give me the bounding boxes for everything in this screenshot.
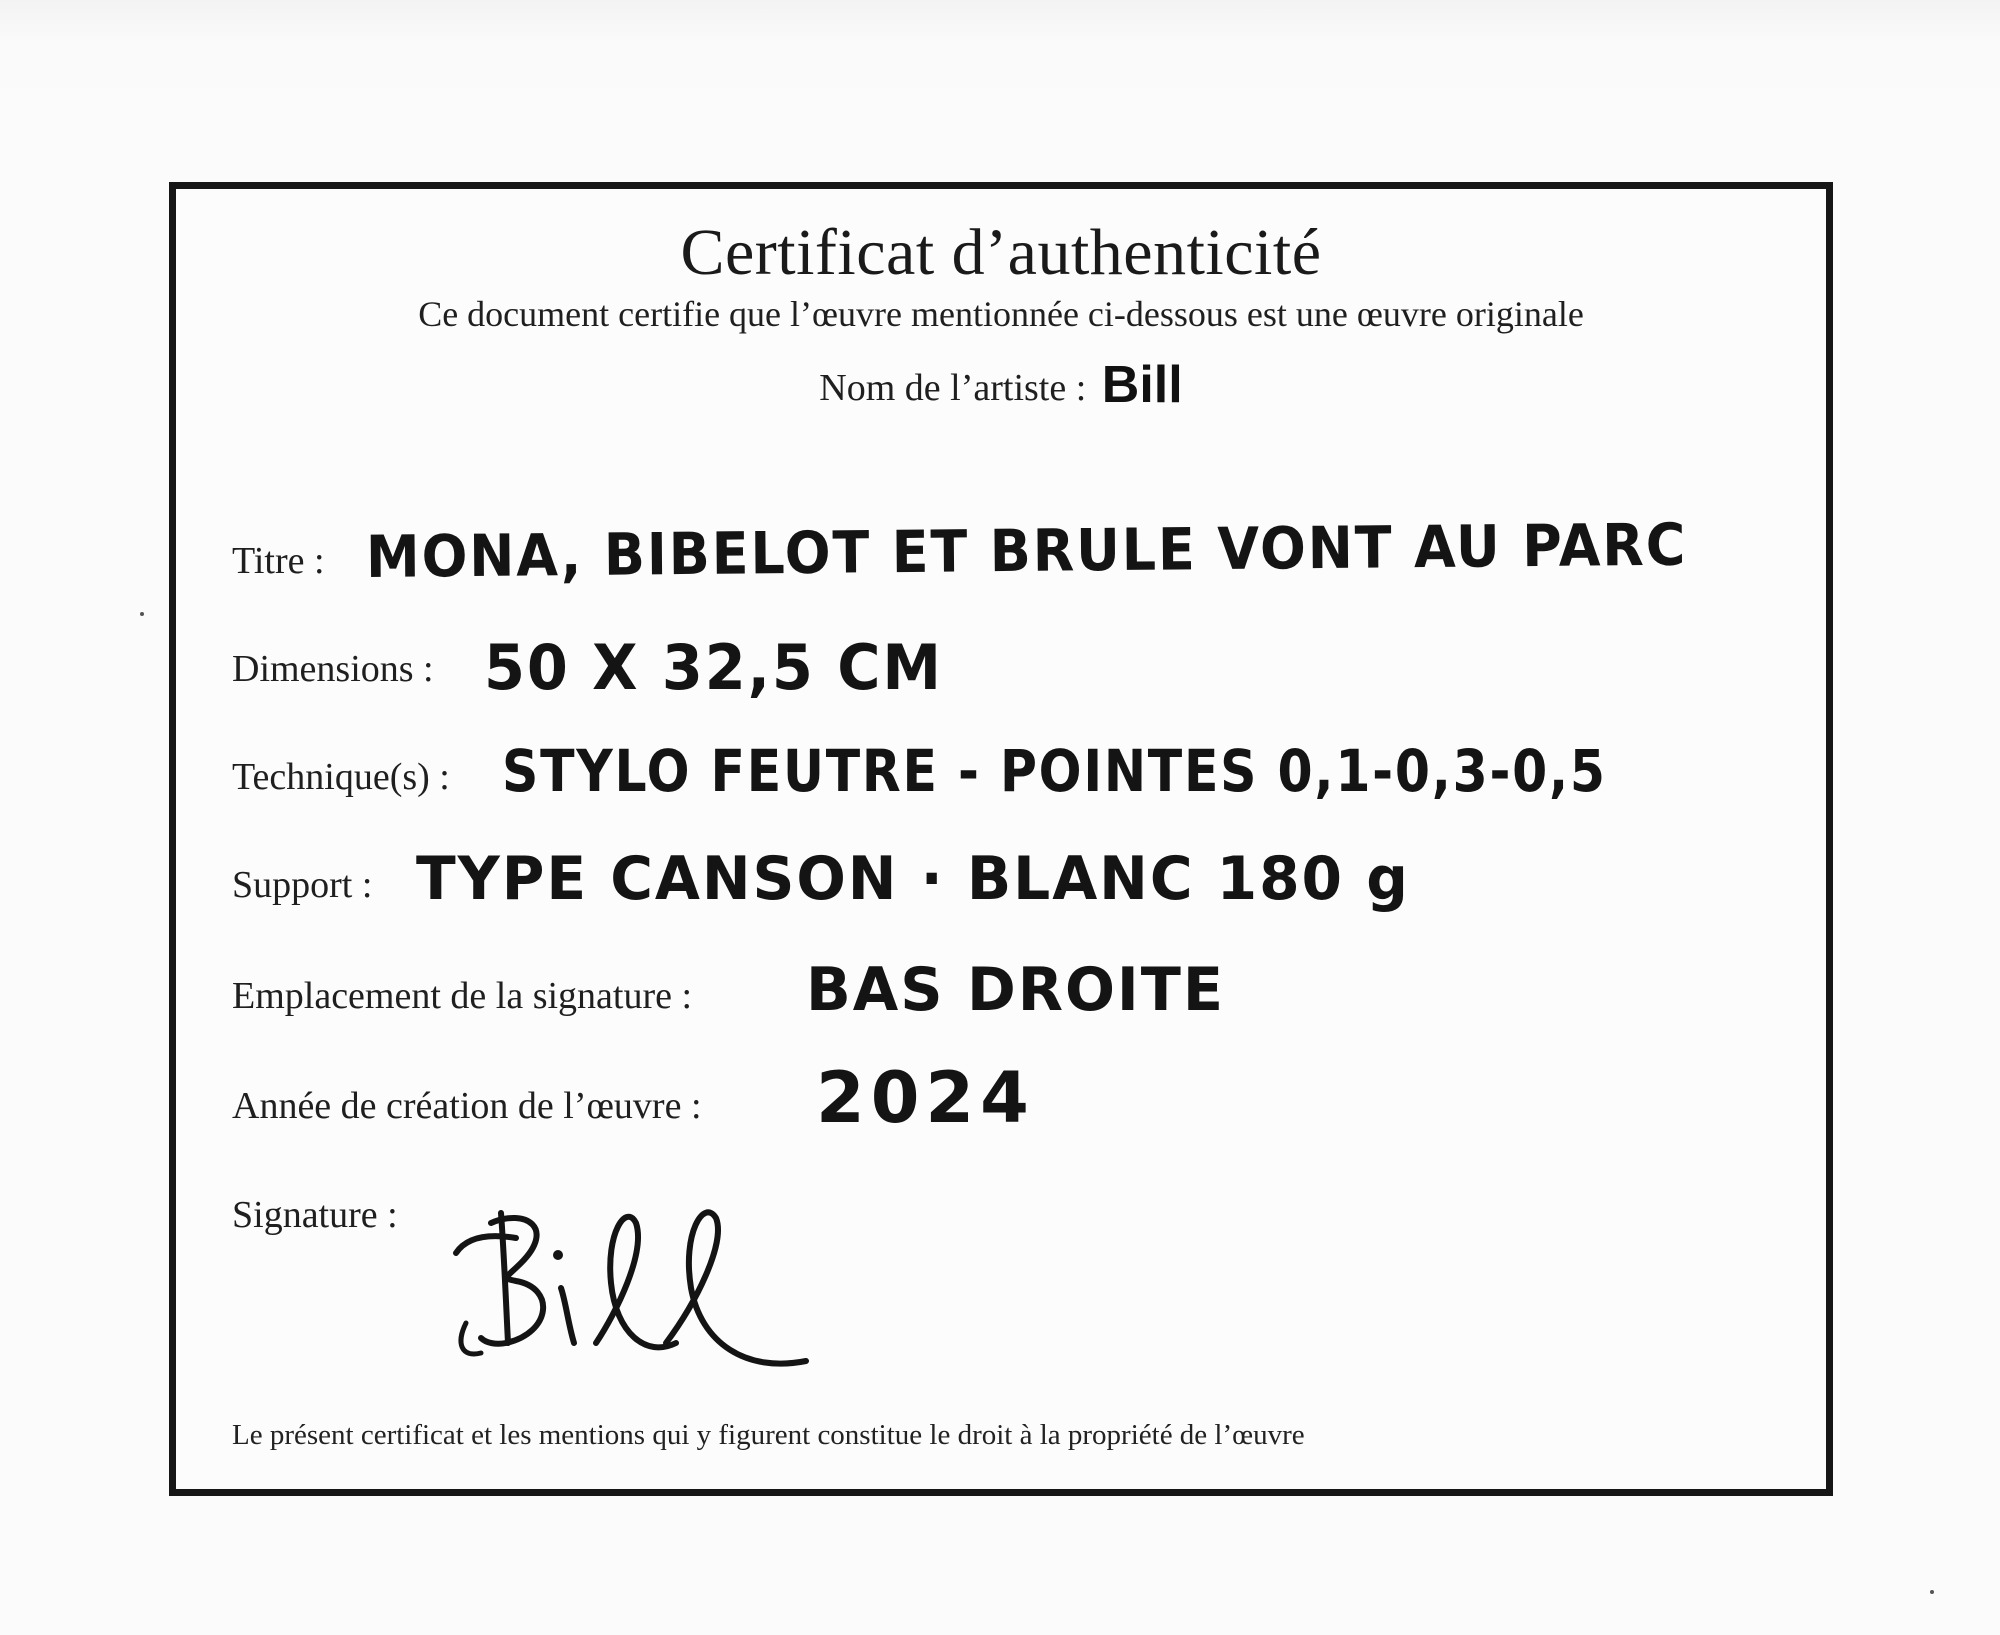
certificate-footer: Le présent certificat et les mentions qui y figurent constitue le droit à la propriété de l’œuvre <box>232 1419 1305 1451</box>
artist-label: Nom de l’artiste : <box>819 367 1087 409</box>
support-label: Support : <box>232 864 373 906</box>
certificate-subtitle: Ce document certifie que l’œuvre mentionnée ci-dessous est une œuvre originale <box>418 294 1584 334</box>
dimensions-value: 50 X 32,5 CM <box>484 631 943 704</box>
annee-label: Année de création de l’œuvre : <box>232 1085 702 1127</box>
paper-speck <box>140 612 144 616</box>
handwritten-signature <box>446 1193 886 1393</box>
emplacement-label: Emplacement de la signature : <box>232 975 693 1017</box>
titre-label: Titre : <box>232 540 325 582</box>
annee-value: 2024 <box>816 1057 1035 1139</box>
support-value: TYPE CANSON · BLANC 180 g <box>416 844 1410 914</box>
signature-label: Signature : <box>232 1194 398 1236</box>
titre-value: MONA, BIBELOT ET BRULE VONT AU PARC <box>365 510 1688 591</box>
technique-label: Technique(s) : <box>232 756 450 798</box>
artist-name: Bill <box>1101 356 1183 414</box>
artist-line <box>176 355 1826 415</box>
certificate-title: Certificat d’authenticité <box>680 216 1322 289</box>
technique-value: STYLO FEUTRE - POINTES 0,1-0,3-0,5 <box>502 737 1607 805</box>
emplacement-value: BAS DROITE <box>806 955 1225 1025</box>
paper-speck <box>1930 1590 1934 1594</box>
dimensions-label: Dimensions : <box>232 648 434 690</box>
certificate-frame <box>169 182 1833 1496</box>
